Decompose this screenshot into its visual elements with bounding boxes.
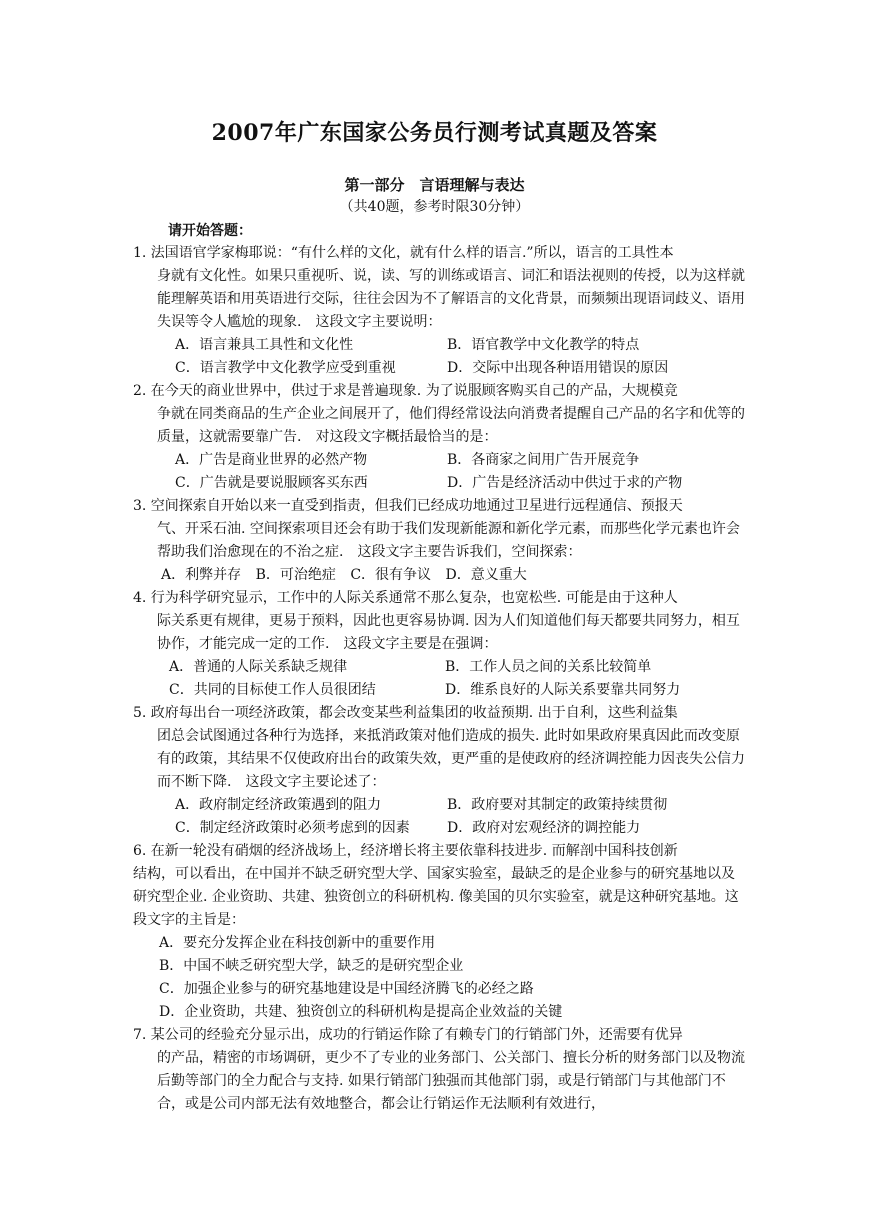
question-text: 5. 政府每出台一项经济政策，都会改变某些利益集团的收益预期. 出于自利，这些利益集 [133,705,678,721]
option-a: A．要充分发挥企业在科技创新中的重要作用 [159,935,436,951]
question-text: 的产品，精密的市场调研，更少不了专业的业务部门、公关部门、擅长分析的财务部门以及物流后勤等部门的全力配合与支持. 如果行销部门独强而其他部门弱，或是行销部门与其他部门不合，或是公司内部无法有效地整合，都会让行销运作无法顺利有效进行， [157,1050,745,1112]
option-c: C．制定经济政策时必须考虑到的因素 [175,820,410,836]
option-b: B．语官教学中文化教学的特点 [447,337,640,353]
option-d: D．维系良好的人际关系要靠共同努力 [445,682,681,698]
question-1 [133,242,745,380]
option-a: A．政府制定经济政策遇到的阻力 [175,797,382,813]
question-4 [133,587,745,702]
option-b: B．政府要对其制定的政策持续贯彻 [447,797,668,813]
question-5 [133,702,745,840]
question-list [133,242,745,1116]
document-title: 2007年广东国家公务员行测考试真题及答案 [211,120,658,146]
option-list [133,794,745,840]
question-text: 际关系更有规律，更易于预料，因此也更容易协调. 因为人们知道他们每天都要共同努力，相互协作，才能完成一定的工作. 这段文字主要是在强调： [157,613,740,652]
question-2 [133,380,745,495]
question-text: 6. 在新一轮没有硝烟的经济战场上，经济增长将主要依靠科技进步. 而解剖中国科技创新 [133,843,678,859]
question-7 [133,1024,745,1116]
question-text: 结构，可以看出，在中国并不缺乏研究型大学、国家实验室，最缺乏的是企业参与的研究基地以及研究型企业. 企业资助、共建、独资创立的科研机构. 像美国的贝尔实验室，就是这种研究基地。这段文字的主旨是： [133,866,739,928]
start-instruction: 请开始答题： [168,223,252,239]
question-text: 3. 空间探索自开始以来一直受到指责，但我们已经成功地通过卫星进行远程通信、预报天 [133,498,683,514]
option-d: D．交际中出现各种语用错误的原因 [447,360,669,376]
section-subtitle: （共40题，参考时限30分钟） [339,199,530,215]
question-text: 气、开采石油. 空间探索项目还会有助于我们发现新能源和新化学元素，而那些化学元素也许会帮助我们治愈现在的不治之症. 这段文字主要告诉我们，空间探索： [157,521,740,560]
question-text: 团总会试图通过各种行为选择，来抵消政策对他们造成的损失. 此时如果政府果真因此而改变原有的政策，其结果不仅使政府出台的政策失效，更严重的是使政府的经济调控能力因丧失公信力而不断下降. 这段文字主要论述了： [157,728,745,790]
option-b: B．中国不峡乏研究型大学，缺乏的是研究型企业 [159,958,464,974]
option-c: C．很有争议 [350,567,432,583]
option-list [133,334,745,380]
option-a: A．利弊并存 [161,567,242,583]
option-b: B．可治绝症 [255,567,336,583]
option-list [133,656,745,702]
option-d: D．企业资助，共建、独资创立的科研机构是提高企业效益的关键 [159,1004,563,1020]
option-d: D．政府对宏观经济的调控能力 [447,820,641,836]
option-list [133,564,745,587]
option-a: A．普通的人际关系缺乏规律 [169,659,348,675]
question-text: 4. 行为科学研究显示，工作中的人际关系通常不那么复杂，也宽松些. 可能是由于这种人 [133,590,678,606]
option-c: C．加强企业参与的研究基地建设是中国经济腾飞的必经之路 [159,981,534,997]
option-list [133,449,745,495]
option-b: B．工作人员之间的关系比较简单 [445,659,652,675]
question-text: 争就在同类商品的生产企业之间展开了，他们得经常设法向消费者提醒自己产品的名字和优等的质量，这就需要靠广告. 对这段文字概括最恰当的是： [157,406,745,445]
option-a: A．语言兼具工具性和文化性 [175,337,354,353]
question-text: 身就有文化性。如果只重视听、说，读、写的训练或语言、词汇和语法视则的传授，以为这样就能理解英语和用英语进行交际，往往会因为不了解语言的文化背景，而频频出现语词歧义、语用失误等令人尴尬的现象. 这段文字主要说明： [157,268,745,330]
question-text: 7. 某公司的经验充分显示出，成功的行销运作除了有赖专门的行销部门外，还需要有优异 [133,1027,683,1043]
option-c: C．语言教学中文化教学应受到重视 [175,360,396,376]
option-c: C．共同的目标使工作人员很团结 [169,682,376,698]
question-3 [133,495,745,587]
option-d: D．广告是经济活动中供过于求的产物 [447,475,683,491]
section-title: 第一部分 言语理解与表达 [344,176,525,194]
option-b: B．各商家之间用广告开展竞争 [447,452,640,468]
question-6 [133,840,745,1024]
option-a: A．广告是商业世界的必然产物 [175,452,368,468]
option-d: D．意义重大 [445,567,527,583]
question-text: 1. 法国语官学家梅耶说：“有什么样的文化，就有什么样的语言.”所以，语言的工具性本 [133,245,674,261]
question-text: 2. 在今天的商业世界中，供过于求是普遍现象. 为了说服顾客购买自己的产品，大规模竞 [133,383,678,399]
option-list [133,932,745,1024]
option-c: C．广告就是要说服顾客买东西 [175,475,368,491]
